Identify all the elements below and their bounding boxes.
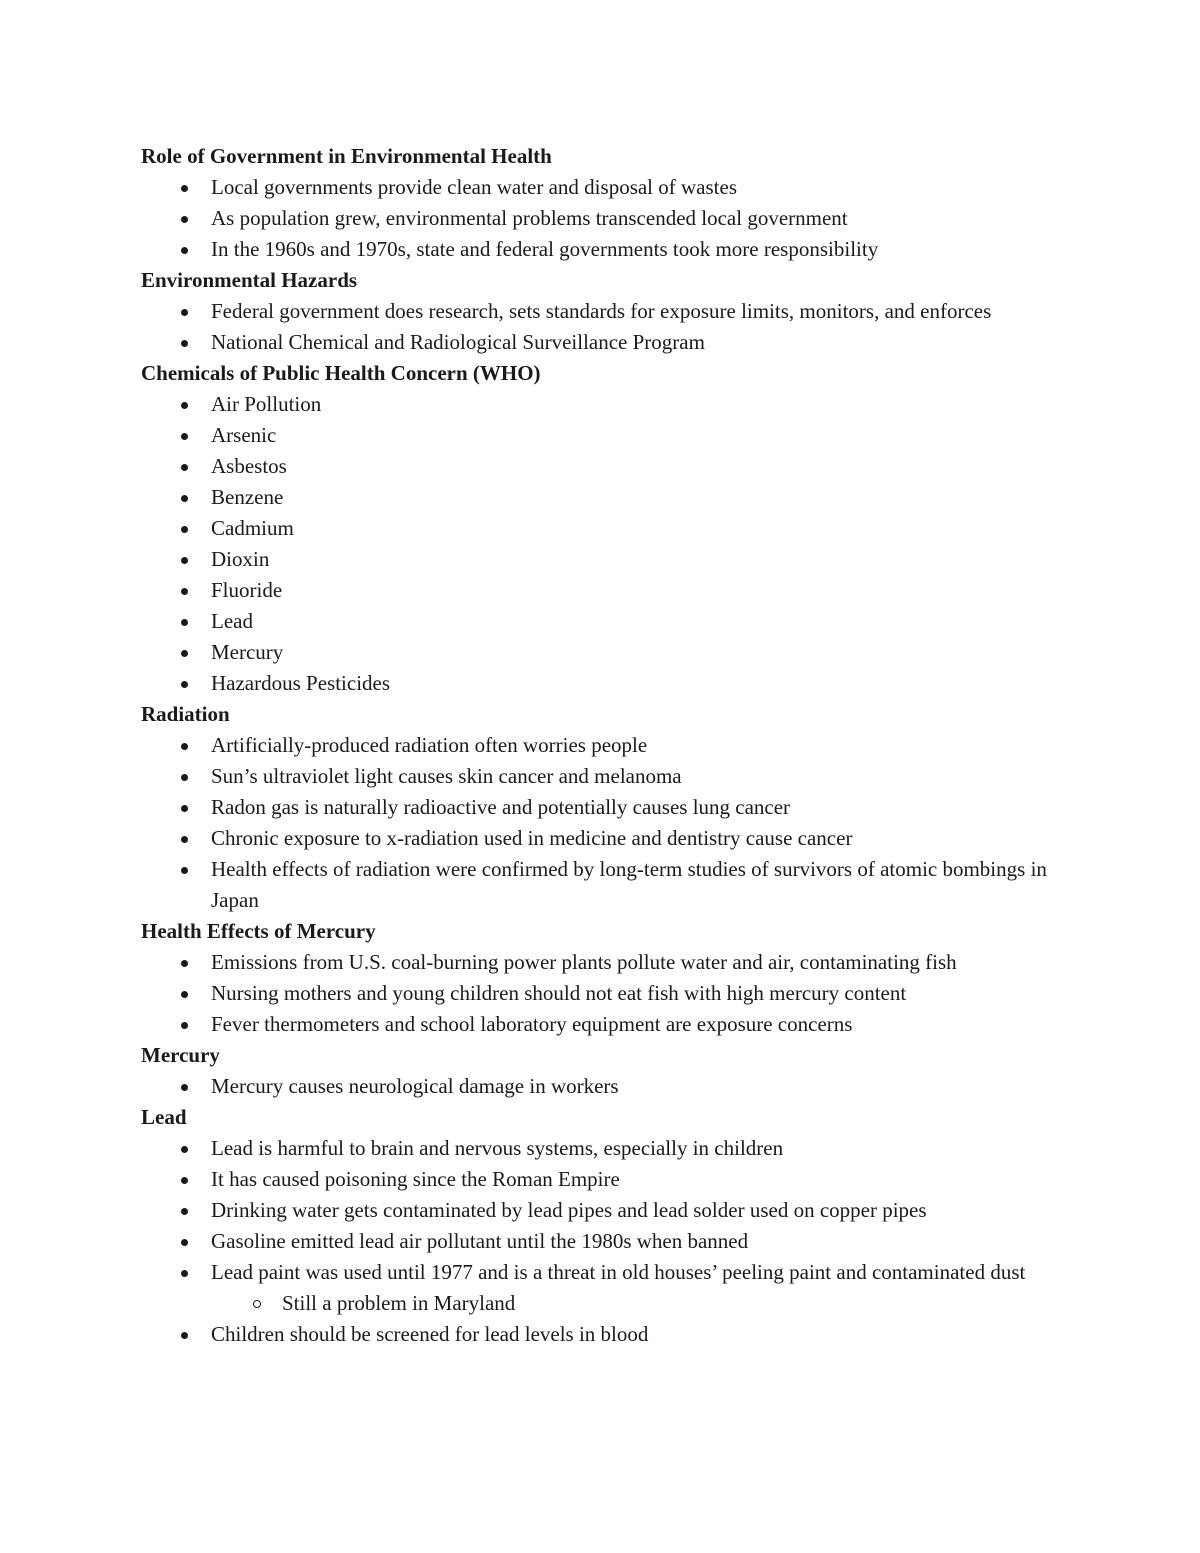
list-item <box>141 854 1061 916</box>
list-item <box>141 1257 1061 1288</box>
list-item <box>141 1071 1061 1102</box>
bullet-icon <box>181 805 188 812</box>
bullet-icon <box>181 1208 188 1215</box>
section-heading: Radiation <box>141 702 230 726</box>
list-item <box>141 761 1061 792</box>
bullet-icon <box>181 433 188 440</box>
list-item-text: Children should be screened for lead levels in blood <box>211 1322 649 1346</box>
list-item-text: Federal government does research, sets standards for exposure limits, monitors, and enforces <box>211 299 992 323</box>
bullet-icon <box>181 495 188 502</box>
list-item <box>141 730 1061 761</box>
document-page <box>141 141 1061 1350</box>
list-item <box>141 172 1061 203</box>
bullet-icon <box>181 340 188 347</box>
bullet-list <box>141 947 1061 1040</box>
bullet-icon <box>181 836 188 843</box>
bullet-icon <box>181 619 188 626</box>
list-item-text: Mercury causes neurological damage in workers <box>211 1074 619 1098</box>
bullet-icon <box>181 216 188 223</box>
list-item-text: Nursing mothers and young children should not eat fish with high mercury content <box>211 981 907 1005</box>
bullet-icon <box>181 774 188 781</box>
list-item <box>141 234 1061 265</box>
list-item-text: Cadmium <box>211 516 294 540</box>
list-item <box>141 1319 1061 1350</box>
sub-list-item <box>141 1288 1061 1319</box>
section-heading: Role of Government in Environmental Health <box>141 144 552 168</box>
bullet-icon <box>181 526 188 533</box>
section-heading: Lead <box>141 1105 187 1129</box>
bullet-icon <box>181 557 188 564</box>
list-item <box>141 420 1061 451</box>
list-item <box>141 1009 1061 1040</box>
bullet-icon <box>181 1239 188 1246</box>
list-item <box>141 575 1061 606</box>
bullet-icon <box>181 1332 188 1339</box>
bullet-icon <box>181 402 188 409</box>
list-item-text: Benzene <box>211 485 284 509</box>
list-item-text: Mercury <box>211 640 284 664</box>
list-item-text: Fever thermometers and school laboratory equipment are exposure concerns <box>211 1012 853 1036</box>
list-item-text: Asbestos <box>211 454 287 478</box>
list-item-text: Local governments provide clean water and disposal of wastes <box>211 175 737 199</box>
bullet-icon <box>181 650 188 657</box>
list-item-text: As population grew, environmental problems transcended local government <box>211 206 848 230</box>
bullet-icon <box>181 960 188 967</box>
section-heading: Environmental Hazards <box>141 268 358 292</box>
section-heading: Chemicals of Public Health Concern (WHO) <box>141 361 541 385</box>
list-item-text: Fluoride <box>211 578 283 602</box>
list-item <box>141 637 1061 668</box>
list-item <box>141 389 1061 420</box>
list-item-text: Lead <box>211 609 253 633</box>
bullet-icon <box>181 743 188 750</box>
bullet-icon <box>181 681 188 688</box>
bullet-list <box>141 389 1061 699</box>
list-item <box>141 327 1061 358</box>
bullet-icon <box>181 309 188 316</box>
hollow-bullet-icon <box>253 1300 261 1308</box>
bullet-list <box>141 730 1061 916</box>
bullet-icon <box>181 464 188 471</box>
list-item-text: Lead is harmful to brain and nervous systems, especially in children <box>211 1136 784 1160</box>
list-item <box>141 482 1061 513</box>
bullet-icon <box>181 185 188 192</box>
list-item <box>141 668 1061 699</box>
list-item <box>141 792 1061 823</box>
list-item-text: Dioxin <box>211 547 270 571</box>
list-item <box>141 823 1061 854</box>
list-item <box>141 544 1061 575</box>
list-item-text: Drinking water gets contaminated by lead pipes and lead solder used on copper pipes <box>211 1198 927 1222</box>
sub-list-item-text: Still a problem in Maryland <box>282 1291 516 1315</box>
list-item-text: Chronic exposure to x-radiation used in medicine and dentistry cause cancer <box>211 826 853 850</box>
list-item-text: Lead paint was used until 1977 and is a threat in old houses’ peeling paint and contaminated dust <box>211 1260 1026 1284</box>
bullet-icon <box>181 588 188 595</box>
bullet-list <box>141 172 1061 265</box>
list-item <box>141 606 1061 637</box>
list-item-text: Hazardous Pesticides <box>211 671 391 695</box>
list-item-text: Gasoline emitted lead air pollutant until the 1980s when banned <box>211 1229 749 1253</box>
bullet-icon <box>181 1022 188 1029</box>
bullet-icon <box>181 1177 188 1184</box>
list-item-text: Artificially-produced radiation often worries people <box>211 733 648 757</box>
list-item <box>141 513 1061 544</box>
section-heading: Health Effects of Mercury <box>141 919 376 943</box>
list-item <box>141 296 1061 327</box>
list-item-text: Radon gas is naturally radioactive and potentially causes lung cancer <box>211 795 791 819</box>
bullet-icon <box>181 1084 188 1091</box>
bullet-icon <box>181 247 188 254</box>
list-item <box>141 978 1061 1009</box>
list-item-text: Emissions from U.S. coal-burning power plants pollute water and air, contaminating fish <box>211 950 957 974</box>
list-item <box>141 203 1061 234</box>
list-item-text: Air Pollution <box>211 392 322 416</box>
list-item-text: In the 1960s and 1970s, state and federal governments took more responsibility <box>211 237 879 261</box>
bullet-icon <box>181 1146 188 1153</box>
list-item-text: National Chemical and Radiological Surveillance Program <box>211 330 705 354</box>
list-item <box>141 947 1061 978</box>
list-item-text: Health effects of radiation were confirmed by long-term studies of survivors of atomic bombings in Japan <box>211 857 1047 912</box>
list-item <box>141 1133 1061 1164</box>
bullet-icon <box>181 1270 188 1277</box>
list-item <box>141 1226 1061 1257</box>
list-item-text: It has caused poisoning since the Roman Empire <box>211 1167 620 1191</box>
bullet-list <box>141 1133 1061 1350</box>
bullet-icon <box>181 991 188 998</box>
bullet-list <box>141 296 1061 358</box>
list-item-text: Arsenic <box>211 423 277 447</box>
bullet-list <box>141 1071 1061 1102</box>
list-item <box>141 451 1061 482</box>
section-heading: Mercury <box>141 1043 220 1067</box>
list-item-text: Sun’s ultraviolet light causes skin cancer and melanoma <box>211 764 682 788</box>
list-item <box>141 1164 1061 1195</box>
bullet-icon <box>181 867 188 874</box>
list-item <box>141 1195 1061 1226</box>
